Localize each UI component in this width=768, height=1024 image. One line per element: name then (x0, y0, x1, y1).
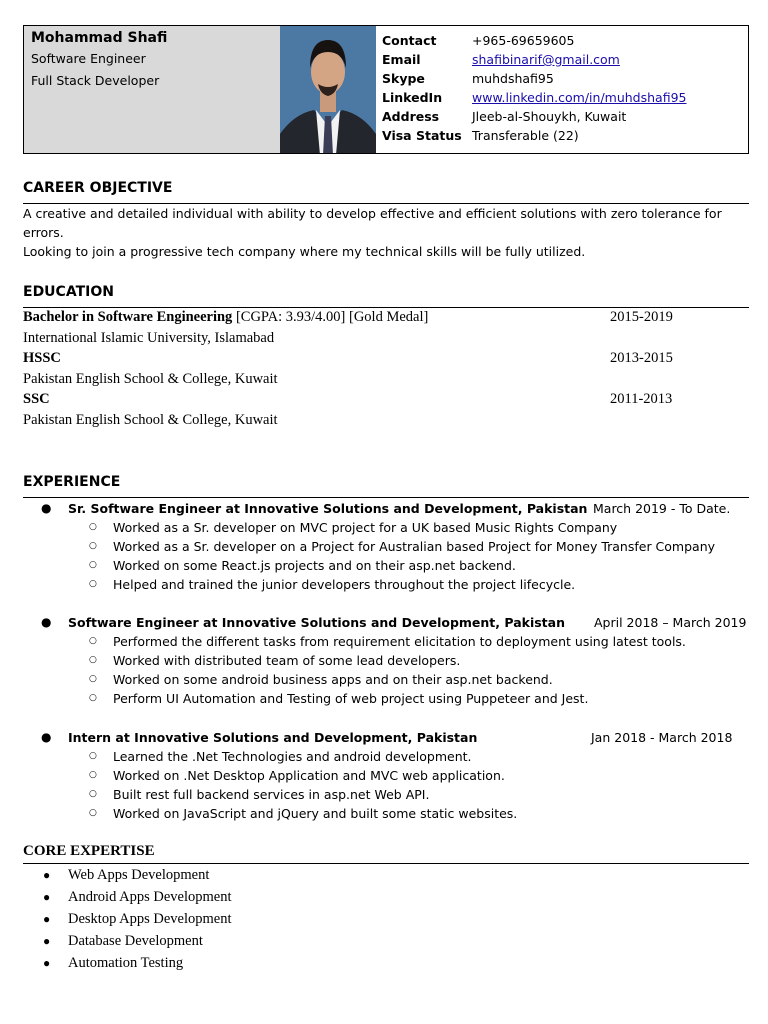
linkedin-link[interactable]: www.linkedin.com/in/muhdshafi95 (472, 90, 687, 105)
list-item: ○ Built rest full backend services in asp.net Web API. (89, 787, 430, 802)
bullet-icon: ● (41, 730, 52, 744)
education-degree: Bachelor in Software Engineering (23, 309, 233, 325)
core-expertise-heading: CORE EXPERTISE (23, 842, 749, 864)
circle-bullet-icon: ○ (89, 636, 97, 646)
bullet-icon: ● (41, 615, 52, 629)
contact-details (376, 26, 748, 153)
list-item: ○ Worked on some android business apps and on their asp.net backend. (89, 672, 553, 687)
education-school: Pakistan English School & College, Kuwait (23, 371, 278, 387)
contact-row-email (382, 50, 748, 69)
circle-bullet-icon: ○ (89, 560, 97, 570)
contact-row-visa (382, 126, 748, 145)
education-degree-row (23, 307, 749, 327)
experience-item-sr-engineer (23, 499, 749, 594)
contact-row-address (382, 107, 748, 126)
circle-bullet-icon: ○ (89, 655, 97, 665)
experience-title: Sr. Software Engineer at Innovative Solutions and Development, Pakistan (68, 501, 588, 516)
experience-title: Software Engineer at Innovative Solutions and Development, Pakistan (68, 615, 565, 630)
experience-heading: EXPERIENCE (23, 472, 749, 498)
experience-title: Intern at Innovative Solutions and Development, Pakistan (68, 730, 478, 745)
career-objective-heading: CAREER OBJECTIVE (23, 178, 749, 204)
email-link[interactable]: shafibinarif@gmail.com (472, 52, 620, 67)
list-item: ○ Worked as a Sr. developer on MVC project for a UK based Music Rights Company (89, 520, 618, 535)
list-item: ● Automation Testing (23, 952, 749, 974)
core-expertise-list (23, 864, 749, 974)
list-item: ● Desktop Apps Development (23, 908, 749, 930)
list-item: ○ Perform UI Automation and Testing of web project using Puppeteer and Jest. (89, 691, 589, 706)
education-school: Pakistan English School & College, Kuwait (23, 412, 278, 428)
education-details: [CGPA: 3.93/4.00] [Gold Medal] (232, 309, 429, 325)
education-years: 2015-2019 (610, 309, 673, 325)
contact-row-skype (382, 69, 748, 88)
subtitle-software-engineer: Software Engineer (31, 51, 146, 66)
email-label: Email (382, 52, 421, 67)
list-item: ● Database Development (23, 930, 749, 952)
circle-bullet-icon: ○ (89, 674, 97, 684)
circle-bullet-icon: ○ (89, 789, 97, 799)
list-item: ● Web Apps Development (23, 864, 749, 886)
bullet-icon: ● (43, 934, 51, 948)
list-item: ○ Worked with distributed team of some lead developers. (89, 653, 461, 668)
circle-bullet-icon: ○ (89, 808, 97, 818)
experience-date: Jan 2018 - March 2018 (591, 730, 733, 745)
objective-line-2: Looking to join a progressive tech company where my technical skills will be fully utilized. (23, 244, 586, 259)
list-item: ○ Helped and trained the junior developers throughout the project lifecycle. (89, 577, 576, 592)
list-item: ○ Performed the different tasks from requirement elicitation to deployment using latest tools. (89, 634, 686, 649)
circle-bullet-icon: ○ (89, 541, 97, 551)
career-objective-text (23, 204, 753, 261)
education-school: International Islamic University, Islamabad (23, 330, 275, 346)
linkedin-label: LinkedIn (382, 90, 443, 105)
list-item: ● Android Apps Development (23, 886, 749, 908)
contact-label: Contact (382, 33, 437, 48)
circle-bullet-icon: ○ (89, 693, 97, 703)
visa-value: Transferable (22) (472, 128, 579, 143)
bullet-icon: ● (43, 956, 51, 970)
list-item: ○ Worked as a Sr. developer on a Project for Australian based Project for Money Transfer Company (89, 539, 716, 554)
bullet-icon: ● (43, 890, 51, 904)
name-panel (24, 26, 280, 153)
profile-photo (280, 26, 376, 153)
circle-bullet-icon: ○ (89, 522, 97, 532)
header-box (23, 25, 749, 154)
contact-row-phone (382, 31, 748, 50)
circle-bullet-icon: ○ (89, 770, 97, 780)
phone-value: +965-69659605 (472, 33, 575, 48)
address-value: Jleeb-al-Shouykh, Kuwait (472, 109, 627, 124)
skype-value: muhdshafi95 (472, 71, 554, 86)
education-degree-row (23, 348, 749, 368)
objective-line-1: A creative and detailed individual with ability to develop effective and efficient solutions with zero tolerance for errors. (23, 206, 722, 240)
education-heading: EDUCATION (23, 282, 749, 308)
contact-row-linkedin (382, 88, 748, 107)
bullet-icon: ● (43, 868, 51, 882)
experience-item-intern (23, 728, 749, 823)
education-years: 2013-2015 (610, 350, 673, 366)
experience-item-software-engineer (23, 613, 749, 708)
education-years: 2011-2013 (610, 391, 673, 407)
list-item: ○ Learned the .Net Technologies and android development. (89, 749, 472, 764)
skype-label: Skype (382, 71, 425, 86)
education-degree-row (23, 389, 749, 409)
visa-label: Visa Status (382, 128, 462, 143)
address-label: Address (382, 109, 440, 124)
circle-bullet-icon: ○ (89, 751, 97, 761)
education-degree: SSC (23, 391, 50, 407)
experience-date: April 2018 – March 2019 (594, 615, 747, 630)
profile-photo-illustration (280, 26, 376, 153)
experience-date: March 2019 - To Date. (593, 501, 731, 516)
list-item: ○ Worked on JavaScript and jQuery and built some static websites. (89, 806, 518, 821)
education-degree: HSSC (23, 350, 61, 366)
subtitle-full-stack: Full Stack Developer (31, 73, 160, 88)
bullet-icon: ● (41, 501, 52, 515)
list-item: ○ Worked on .Net Desktop Application and MVC web application. (89, 768, 505, 783)
circle-bullet-icon: ○ (89, 579, 97, 589)
candidate-name: Mohammad Shafi (31, 30, 168, 46)
list-item: ○ Worked on some React.js projects and on their asp.net backend. (89, 558, 516, 573)
bullet-icon: ● (43, 912, 51, 926)
